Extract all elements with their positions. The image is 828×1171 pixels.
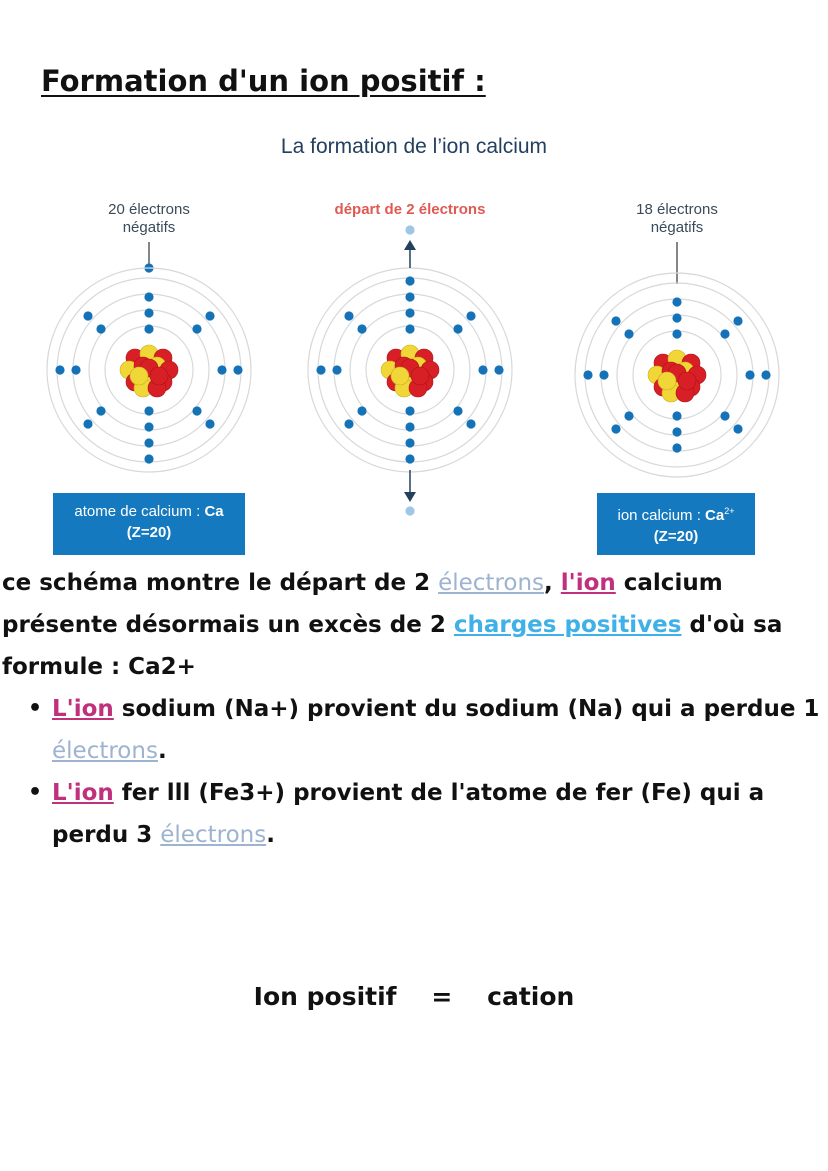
paragraph-text-3: calcium présente désormais un excès de 2 (2, 570, 723, 638)
neutron (658, 372, 676, 390)
positive-charges-link[interactable]: charges positives (453, 612, 682, 638)
electron (96, 406, 105, 415)
examples-list (28, 688, 822, 856)
electron (405, 422, 414, 431)
calcium-ion-z: (Z=20) (653, 528, 699, 545)
neutron (130, 367, 148, 385)
electron (761, 370, 770, 379)
calcium-ion-charge: 2+ (724, 506, 735, 516)
electron (405, 324, 414, 333)
electron (405, 308, 414, 317)
electron (144, 438, 153, 447)
list-item-text: fer lll (Fe3+) provient de l'atome de fer (Fe) qui a perdu 3 (52, 780, 765, 848)
electron (611, 316, 620, 325)
electron (357, 324, 366, 333)
electron (217, 365, 226, 374)
equation-sign: = (431, 982, 453, 1011)
proton (678, 372, 696, 390)
ion-link[interactable]: L'ion (52, 780, 114, 806)
list-item-sodium (28, 688, 822, 772)
electron (205, 419, 214, 428)
electron (494, 365, 503, 374)
proton (150, 367, 168, 385)
page-title: Formation d'un ion positif : (41, 64, 486, 98)
electron (466, 419, 475, 428)
calcium-ion-symbol: Ca (705, 507, 725, 524)
list-item-end: . (157, 738, 167, 764)
list-item-end: . (266, 822, 275, 848)
electron (466, 311, 475, 320)
electron (344, 419, 353, 428)
electrons-link[interactable]: électrons (160, 822, 267, 848)
paragraph-text-1: ce schéma montre le départ de 2 (2, 570, 439, 596)
electron (405, 406, 414, 415)
electron (672, 411, 681, 420)
electron (405, 454, 414, 463)
electron (83, 419, 92, 428)
electron (405, 292, 414, 301)
arrow-head-down (404, 492, 416, 502)
definition-equation (0, 982, 828, 1011)
electron (733, 424, 742, 433)
calcium-ion-model (575, 242, 779, 477)
calcium-atom-box (53, 493, 245, 555)
electron (144, 422, 153, 431)
electron (344, 311, 353, 320)
electron (672, 329, 681, 338)
electron (192, 406, 201, 415)
electrons-link[interactable]: électrons (438, 570, 545, 596)
electron (672, 313, 681, 322)
electron (316, 365, 325, 374)
electron (733, 316, 742, 325)
electron (144, 308, 153, 317)
bullet-dot: • (28, 780, 43, 805)
electron (205, 311, 214, 320)
electron (672, 443, 681, 452)
electron (624, 329, 633, 338)
electron (745, 370, 754, 379)
list-item-iron (28, 772, 822, 856)
list-item-text: sodium (Na+) provient du sodium (Na) qui a perdue 1 (113, 696, 820, 722)
electron (144, 292, 153, 301)
ion-link[interactable]: l'ion (560, 570, 616, 596)
electron (599, 370, 608, 379)
electron (144, 324, 153, 333)
departing-electron (405, 506, 414, 515)
electron (453, 406, 462, 415)
explanation-paragraph (2, 562, 826, 688)
electron (583, 370, 592, 379)
figure-title: La formation de l’ion calcium (280, 135, 548, 158)
calcium-atom-label-line2: négatifs (122, 219, 176, 236)
electron (720, 329, 729, 338)
arrow-head-up (404, 240, 416, 250)
electron (611, 424, 620, 433)
calcium-ion-box-text: ion calcium : (617, 507, 706, 524)
electron (357, 406, 366, 415)
departing-electron (405, 225, 414, 234)
neutron (391, 367, 409, 385)
equation-right: cation (487, 982, 575, 1011)
electron (144, 406, 153, 415)
paragraph-text-4: d'où sa formule : Ca2+ (2, 612, 783, 680)
electron (624, 411, 633, 420)
electron (233, 365, 242, 374)
calcium-atom-symbol: Ca (204, 503, 224, 520)
atom-diagram (0, 0, 828, 560)
calcium-atom-z: (Z=20) (126, 524, 172, 541)
paragraph-text-2: , (544, 570, 561, 596)
electron (192, 324, 201, 333)
bullet-dot: • (28, 696, 43, 721)
electron (332, 365, 341, 374)
electron (96, 324, 105, 333)
electron-departure-model (308, 225, 512, 515)
calcium-atom-box-text: atome de calcium : (74, 503, 205, 520)
ion-link[interactable]: L'ion (52, 696, 114, 722)
electron (405, 276, 414, 285)
electrons-link[interactable]: électrons (52, 738, 158, 764)
departure-label: départ de 2 électrons (334, 201, 486, 218)
calcium-atom-model (47, 242, 251, 472)
electron (478, 365, 487, 374)
electron (405, 438, 414, 447)
electron (720, 411, 729, 420)
electron (672, 297, 681, 306)
electron (672, 427, 681, 436)
proton (411, 367, 429, 385)
calcium-ion-label-line2: négatifs (650, 219, 704, 236)
electron (453, 324, 462, 333)
electron (83, 311, 92, 320)
calcium-atom-label-line1: 20 électrons (108, 201, 190, 218)
calcium-ion-box (597, 493, 755, 555)
electron (55, 365, 64, 374)
equation-left: Ion positif (253, 982, 397, 1011)
electron (144, 454, 153, 463)
electron (71, 365, 80, 374)
calcium-ion-label-line1: 18 électrons (636, 201, 718, 218)
